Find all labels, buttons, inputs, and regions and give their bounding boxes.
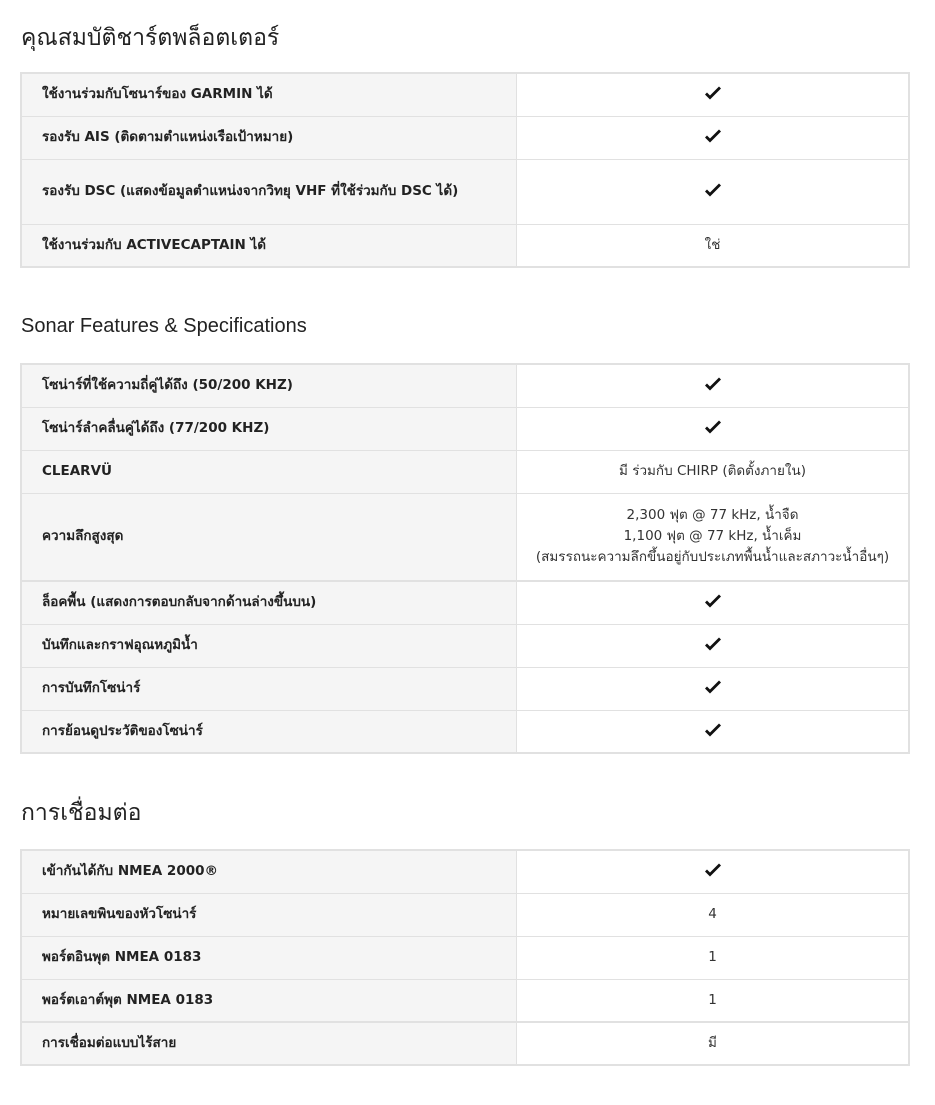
section-title-connectivity: การเชื่อมต่อ [21, 800, 142, 826]
table-row [21, 159, 909, 224]
spec-label: CLEARVÜ [21, 450, 517, 493]
spec-value: มี ร่วมกับ CHIRP (ติดตั้งภายใน) [517, 450, 910, 493]
check-icon [704, 183, 722, 199]
spec-label: บันทึกและกราฟอุณหภูมิน้ำ [21, 624, 517, 667]
spec-value: 1 [517, 979, 910, 1022]
table-row [21, 116, 909, 159]
spec-value [517, 407, 910, 450]
check-icon [704, 420, 722, 436]
table-row [21, 224, 909, 267]
spec-value [517, 667, 910, 710]
table-row [21, 450, 909, 493]
spec-value [517, 850, 910, 893]
spec-label: รองรับ AIS (ติดตามตำแหน่งเรือเป้าหมาย) [21, 116, 517, 159]
spec-label: พอร์ตเอาต์พุต NMEA 0183 [21, 979, 517, 1022]
chartplotter-features-table [20, 72, 910, 268]
table-row [21, 624, 909, 667]
spec-label: การย้อนดูประวัติของโซน่าร์ [21, 710, 517, 753]
table-row [21, 850, 909, 893]
table-row [21, 1022, 909, 1065]
table-row [21, 893, 909, 936]
check-icon [704, 86, 722, 102]
spec-value: ใช่ [704, 236, 721, 253]
spec-label: โซน่าร์ที่ใช้ความถี่คู่ได้ถึง (50/200 KHZ) [21, 364, 517, 407]
check-icon [704, 129, 722, 145]
connectivity-table [20, 849, 910, 1066]
table-row [21, 581, 909, 624]
spec-value [517, 710, 910, 753]
spec-label: รองรับ DSC (แสดงข้อมูลตำแหน่งจากวิทยุ VHF ที่ใช้ร่วมกับ DSC ได้) [21, 159, 517, 224]
spec-value: 4 [517, 893, 910, 936]
check-icon [704, 723, 722, 739]
spec-label: ใช้งานร่วมกับโซนาร์ของ GARMIN ได้ [21, 73, 517, 116]
spec-value [517, 364, 910, 407]
spec-label: หมายเลขพินของหัวโซน่าร์ [21, 893, 517, 936]
spec-value [517, 73, 910, 116]
spec-label: ใช้งานร่วมกับ ACTIVECAPTAIN ได้ [21, 224, 517, 267]
spec-value [517, 581, 910, 624]
check-icon [704, 863, 722, 879]
spec-label: ล็อคพื้น (แสดงการตอบกลับจากด้านล่างขึ้นบน) [21, 581, 517, 624]
spec-value [517, 624, 910, 667]
spec-value-line: (สมรรถนะความลึกขึ้นอยู่กับประเภทพื้นน้ำและสภาวะน้ำอื่นๆ) [535, 549, 890, 566]
table-row [21, 710, 909, 753]
spec-label: โซน่าร์ลำคลื่นคู่ได้ถึง (77/200 KHZ) [21, 407, 517, 450]
spec-value-line: 1,100 ฟุต @ 77 kHz, น้ำเค็ม [623, 528, 802, 545]
spec-label: เข้ากันได้กับ NMEA 2000® [21, 850, 517, 893]
spec-value [517, 159, 910, 224]
table-row [21, 407, 909, 450]
check-icon [704, 594, 722, 610]
table-row [21, 73, 909, 116]
spec-label: ความลึกสูงสุด [21, 493, 517, 581]
spec-value [517, 493, 910, 581]
check-icon [704, 637, 722, 653]
spec-value [517, 116, 910, 159]
spec-label: การเชื่อมต่อแบบไร้สาย [21, 1022, 517, 1065]
check-icon [704, 377, 722, 393]
table-row [21, 364, 909, 407]
section-title-sonar: Sonar Features & Specifications [21, 315, 307, 337]
table-row [21, 493, 909, 581]
table-row [21, 979, 909, 1022]
spec-value: 1 [517, 936, 910, 979]
check-icon [704, 680, 722, 696]
spec-label: พอร์ตอินพุต NMEA 0183 [21, 936, 517, 979]
table-row [21, 936, 909, 979]
spec-value: มี [517, 1022, 910, 1065]
spec-label: การบันทึกโซน่าร์ [21, 667, 517, 710]
sonar-features-table [20, 363, 910, 754]
spec-value-line: 2,300 ฟุต @ 77 kHz, น้ำจืด [626, 507, 799, 524]
section-title-chartplotter: คุณสมบัติชาร์ตพล็อตเตอร์ [21, 25, 280, 51]
table-row [21, 667, 909, 710]
